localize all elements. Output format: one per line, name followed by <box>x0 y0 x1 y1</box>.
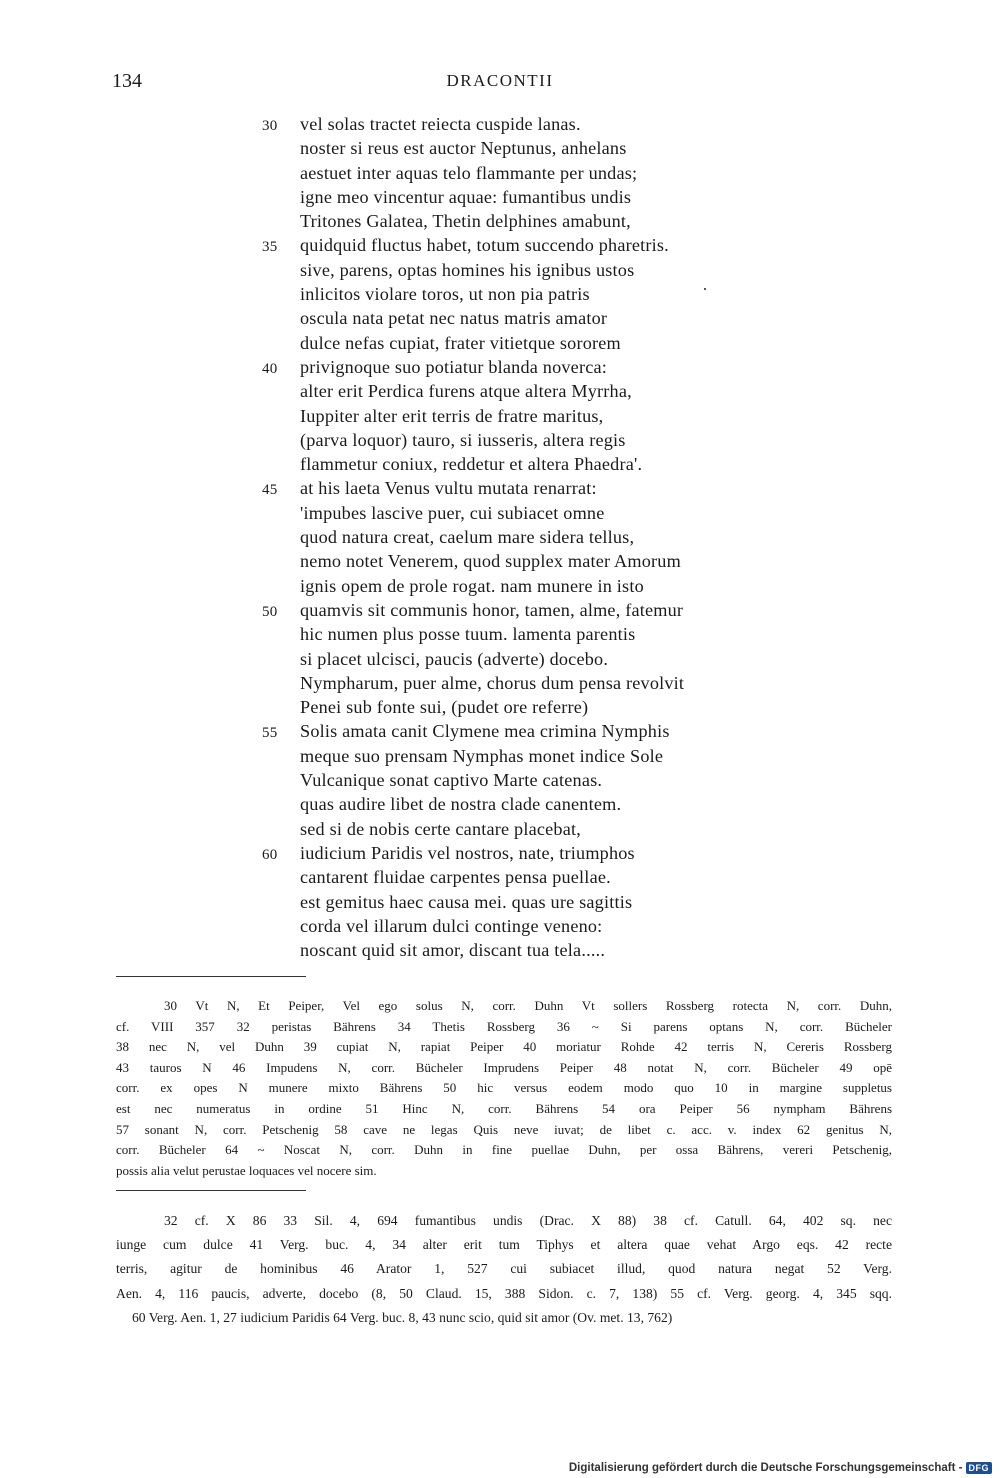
verse-line <box>262 476 902 500</box>
verse-text: at his laeta Venus vultu mutata renarrat: <box>300 478 597 499</box>
verse-text: inlicitos violare toros, ut non pia patris <box>300 284 590 305</box>
verse-text: Penei sub fonte sui, (pudet ore referre) <box>300 697 589 718</box>
apparatus-line: 30 Vt N, Et Peiper, Vel ego solus N, corr. Duhn Vt sollers Rossberg rotecta N, corr. Duhn, <box>164 998 892 1013</box>
apparatus-line: corr. Bücheler 64 ~ Noscat N, corr. Duhn in fine puellae Duhn, per ossa Bährens, vereri Petschenig, <box>116 1142 892 1158</box>
margin-mark <box>704 288 706 290</box>
verse-text: noscant quid sit amor, discant tua tela..... <box>300 940 606 961</box>
apparatus-line: cf. VIII 357 32 peristas Bährens 34 Thetis Rossberg 36 ~ Si parens optans N, corr. Bücheler <box>116 1018 892 1034</box>
line-number: 30 <box>262 118 278 134</box>
verse-line <box>262 719 902 743</box>
verse-text: sive, parens, optas homines his ignibus ustos <box>300 259 635 280</box>
footer-text: Digitalisierung gefördert durch die Deutsche Forschungsgemeinschaft - <box>568 1462 963 1474</box>
testimonia-line: terris, agitur de hominibus 46 Arator 1, 527 cui subiacet illud, quod natura negat 52 Verg. <box>116 1261 892 1277</box>
verse-line <box>262 598 902 622</box>
verse-text: Nympharum, puer alme, chorus dum pensa revolvit <box>300 672 685 693</box>
verse-text: dulce nefas cupiat, frater vitietque sororem <box>300 332 621 353</box>
verse-text: iudicium Paridis vel nostros, nate, triumphos <box>300 842 635 863</box>
verse-line <box>262 938 902 962</box>
apparatus-line: est nec numeratus in ordine 51 Hinc N, corr. Bährens 54 ora Peiper 56 nympham Bährens <box>116 1100 892 1116</box>
verse-text: oscula nata petat nec natus matris amator <box>300 308 608 329</box>
verse-line <box>262 136 902 160</box>
verse-line <box>262 647 902 671</box>
verse-line <box>262 161 902 185</box>
apparatus-line: 57 sonant N, corr. Petschenig 58 cave ne legas Quis neve iuvat; de libet c. acc. v. index 62 genitus N, <box>116 1121 892 1137</box>
verse-text: quod natura creat, caelum mare sidera tellus, <box>300 527 635 548</box>
testimonia-line: iunge cum dulce 41 Verg. buc. 4, 34 alter erit tum Tiphys et altera quae vehat Argo eqs. 42 recte <box>116 1237 892 1253</box>
verse-text: hic numen plus posse tuum. lamenta parentis <box>300 624 636 645</box>
verse-line <box>262 525 902 549</box>
verse-text: 'impubes lascive puer, cui subiacet omne <box>300 502 605 523</box>
verse-text: corda vel illarum dulci continge veneno: <box>300 915 603 936</box>
footer <box>569 1462 992 1474</box>
running-head: DRACONTII <box>446 71 554 90</box>
verse-line <box>262 331 902 355</box>
verse-text: meque suo prensam Nymphas monet indice Sole <box>300 745 664 766</box>
verse-line <box>262 112 902 136</box>
verse-line <box>262 306 902 330</box>
line-number: 40 <box>262 360 278 377</box>
apparatus-line: 38 nec N, vel Duhn 39 cupiat N, rapiat Peiper 40 moriatur Rohde 42 terris N, Cereris Rossberg <box>116 1039 892 1055</box>
poem-text <box>262 112 902 962</box>
line-number: 55 <box>262 725 278 742</box>
verse-line <box>262 379 902 403</box>
verse-line <box>262 549 902 573</box>
verse-text: Iuppiter alter erit terris de fratre maritus, <box>300 405 604 426</box>
verse-line <box>262 233 902 257</box>
critical-apparatus <box>116 996 892 1181</box>
verse-line <box>262 428 902 452</box>
verse-line <box>262 695 902 719</box>
verse-line <box>262 622 902 646</box>
rule-top <box>116 976 306 977</box>
verse-line <box>262 452 902 476</box>
verse-text: vel solas tractet reiecta cuspide lanas. <box>300 114 581 134</box>
dfg-logo-icon[interactable]: DFG <box>966 1462 993 1474</box>
verse-line <box>262 501 902 525</box>
verse-text: cantarent fluidae carpentes pensa puellae. <box>300 867 611 888</box>
line-number: 45 <box>262 482 278 499</box>
verse-line <box>262 817 902 841</box>
verse-line <box>262 209 902 233</box>
verse-line <box>262 258 902 282</box>
verse-text: (parva loquor) tauro, si iusseris, altera regis <box>300 429 626 450</box>
verse-text: alter erit Perdica furens atque altera Myrrha, <box>300 381 632 402</box>
verse-line <box>262 744 902 768</box>
verse-text: quamvis sit communis honor, tamen, alme, fatemur <box>300 599 684 620</box>
verse-text: si placet ulcisci, paucis (adverte) docebo. <box>300 648 609 669</box>
testimonia-line: 32 cf. X 86 33 Sil. 4, 694 fumantibus undis (Drac. X 88) 38 cf. Catull. 64, 402 sq. nec <box>164 1213 892 1228</box>
verse-text: Vulcanique sonat captivo Marte catenas. <box>300 770 603 791</box>
apparatus-line: 43 tauros N 46 Impudens N, corr. Bücheler Imprudens Peiper 48 notat N, corr. Bücheler 49 opē <box>116 1059 892 1075</box>
verse-line <box>262 282 902 306</box>
verse-text: flammetur coniux, reddetur et altera Phaedra'. <box>300 454 643 475</box>
testimonia-line: Aen. 4, 116 paucis, adverte, docebo (8, 50 Claud. 15, 388 Sidon. c. 7, 138) 55 cf. Verg. georg. 4, 345 sqq. <box>116 1285 892 1301</box>
verse-line <box>262 574 902 598</box>
verse-text: ignis opem de prole rogat. nam munere in isto <box>300 575 644 596</box>
line-number: 50 <box>262 603 278 620</box>
verse-text: est gemitus haec causa mei. quas ure sagittis <box>300 891 633 912</box>
rule-middle <box>116 1190 306 1191</box>
line-number: 35 <box>262 239 278 256</box>
apparatus-line: corr. ex opes N munere mixto Bährens 50 hic versus eodem modo quo 10 in margine suppletus <box>116 1080 892 1096</box>
verse-line <box>262 865 902 889</box>
verse-text: noster si reus est auctor Neptunus, anhelans <box>300 138 627 159</box>
verse-line <box>262 185 902 209</box>
verse-text: quas audire libet de nostra clade canentem. <box>300 794 622 815</box>
verse-text: aestuet inter aquas telo flammante per undas; <box>300 162 638 183</box>
verse-line <box>262 914 902 938</box>
testimonia-line: 60 Verg. Aen. 1, 27 iudicium Paridis 64 Verg. buc. 8, 43 nunc scio, quid sit amor (Ov. met. 13, 762) <box>132 1309 673 1325</box>
line-number: 60 <box>262 846 278 863</box>
verse-text: Solis amata canit Clymene mea crimina Nymphis <box>300 721 670 742</box>
verse-text: quidquid fluctus habet, totum succendo pharetris. <box>300 235 669 256</box>
verse-line <box>262 841 902 865</box>
verse-text: sed si de nobis certe cantare placebat, <box>300 818 581 839</box>
verse-text: nemo notet Venerem, quod supplex mater Amorum <box>300 551 681 572</box>
testimonia-apparatus <box>116 1209 892 1330</box>
verse-line <box>262 792 902 816</box>
verse-line <box>262 355 902 379</box>
verse-line <box>262 404 902 428</box>
verse-text: igne meo vincentur aquae: fumantibus undis <box>300 186 632 207</box>
verse-text: Tritones Galatea, Thetin delphines amabunt, <box>300 211 631 232</box>
verse-line <box>262 671 902 695</box>
page-number: 134 <box>112 70 142 92</box>
apparatus-line: possis alia velut perustae loquaces vel nocere sim. <box>116 1162 377 1178</box>
verse-line <box>262 890 902 914</box>
verse-text: privignoque suo potiatur blanda noverca: <box>300 356 608 377</box>
verse-line <box>262 768 902 792</box>
